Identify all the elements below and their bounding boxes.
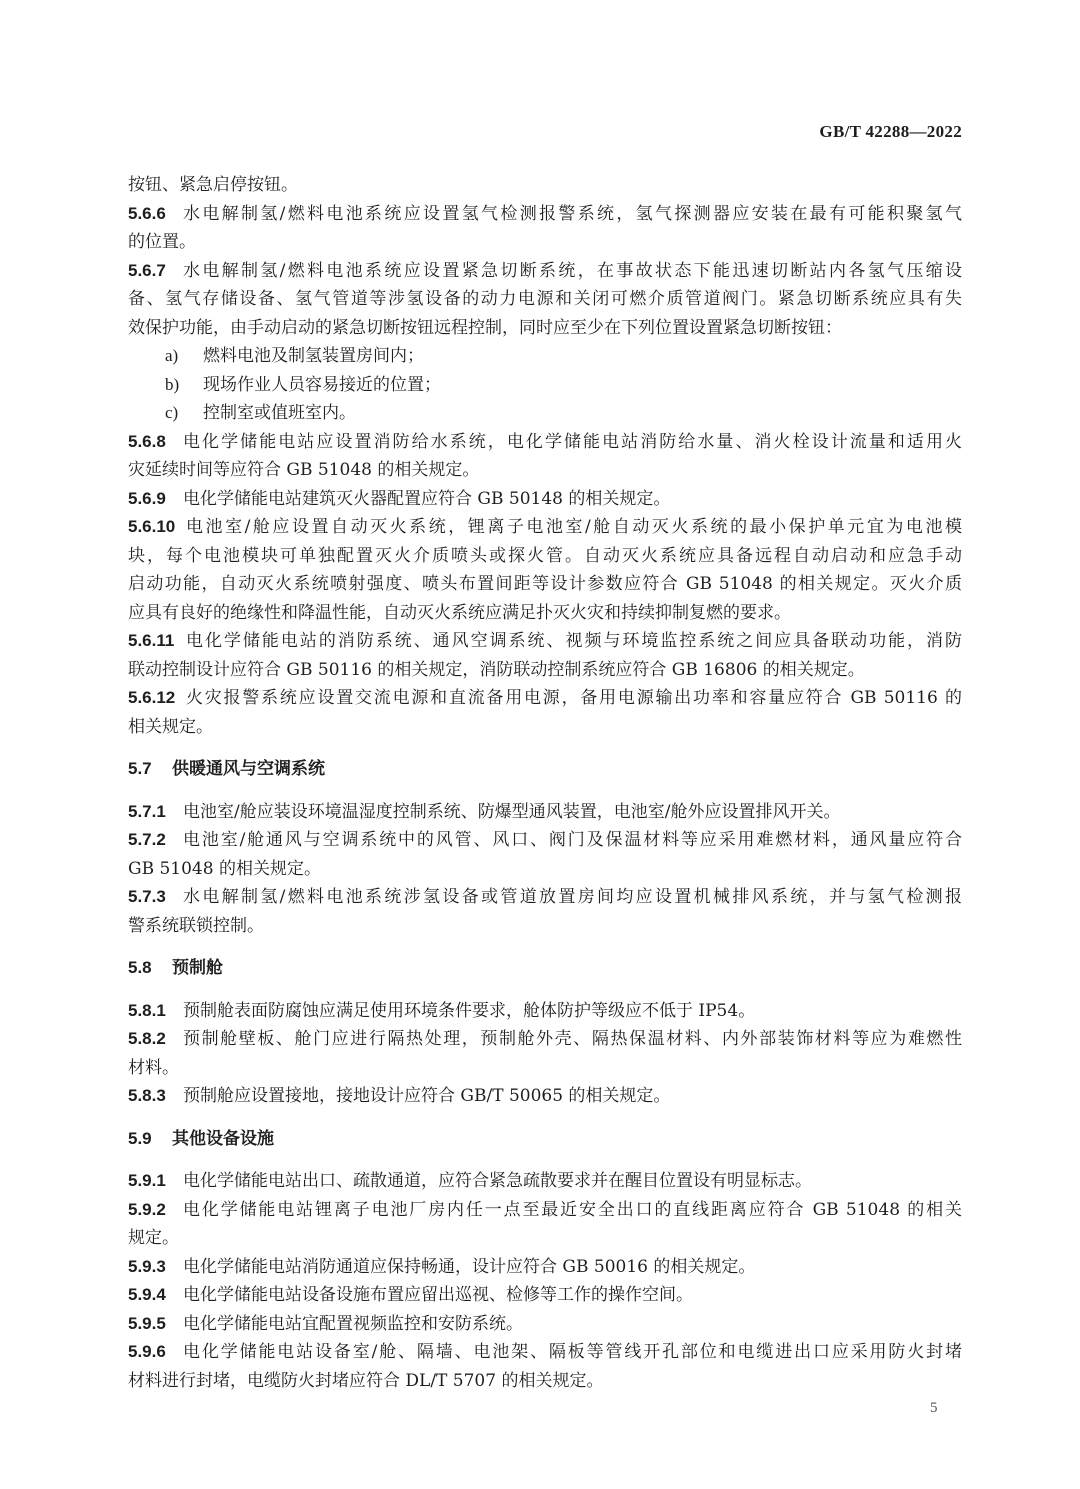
- clause-text: 备、氢气存储设备、氢气管道等涉氢设备的动力电源和关闭可燃介质管道阀门。紧急切断系统应具有失: [128, 289, 962, 309]
- clause-number: 5.7.3: [128, 887, 166, 906]
- section-heading: [128, 954, 962, 983]
- list-item-text: 燃料电池及制氢装置房间内；: [203, 346, 424, 366]
- clause-number: 5.8.1: [128, 1000, 166, 1020]
- clause: [128, 1253, 962, 1282]
- clause-text: 电化学储能电站设备设施布置应留出巡视、检修等工作的操作空间。: [183, 1285, 693, 1305]
- clause-text: 启动功能，自动灭火系统喷射强度、喷头布置间距等设计参数应符合 GB 51048 的相关规定。灭火介质: [128, 574, 962, 594]
- clause-text: 电化学储能电站设备室/舱、隔墙、电池架、隔板等管线开孔部位和电缆进出口应采用防火封堵: [183, 1342, 962, 1362]
- text-line: [128, 912, 962, 941]
- clause-text: 电化学储能电站的消防系统、通风空调系统、视频与环境监控系统之间应具备联动功能，消防: [186, 631, 962, 651]
- text-line: [128, 257, 962, 286]
- text-line: [128, 1281, 962, 1310]
- text-line: [128, 599, 962, 628]
- clause-number: 5.9.4: [128, 1285, 166, 1304]
- clause-text: 相关规定。: [128, 716, 213, 737]
- clause-text: 效保护功能，由手动启动的紧急切断按钮远程控制，同时应至少在下列位置设置紧急切断按钮：: [128, 317, 842, 338]
- text-line: [128, 570, 962, 599]
- clause: [128, 798, 962, 827]
- clause: [128, 428, 962, 485]
- clause-text: 电化学储能电站出口、疏散通道，应符合紧急疏散要求并在醒目位置设有明显标志。: [183, 1171, 812, 1191]
- clause-number: 5.6.7: [128, 260, 166, 280]
- clause: [128, 1082, 962, 1111]
- page-number: 5: [930, 1400, 938, 1416]
- text-line: [128, 1253, 962, 1282]
- clause: [128, 257, 962, 343]
- clause-text: 电池室/舱通风与空调系统中的风管、风口、阀门及保温材料等应采用难燃材料，通风量应符合: [183, 830, 962, 850]
- section-number: 5.8: [128, 958, 152, 977]
- text-line: [128, 1082, 962, 1111]
- text-line: [128, 485, 962, 514]
- clause: [128, 1310, 962, 1339]
- clause: [128, 485, 962, 514]
- clause-text: 材料进行封堵，电缆防火封堵应符合 DL/T 5707 的相关规定。: [128, 1370, 604, 1391]
- clause-text: 按钮、紧急启停按钮。: [128, 175, 298, 195]
- document-body: [128, 171, 962, 1395]
- section-number: 5.7: [128, 759, 152, 778]
- clause-number: 5.9.3: [128, 1256, 166, 1276]
- clause-text: 灾延续时间等应符合 GB 51048 的相关规定。: [128, 460, 480, 480]
- text-line: [128, 1224, 962, 1253]
- clause-text: 预制舱应设置接地，接地设计应符合 GB/T 50065 的相关规定。: [183, 1086, 671, 1106]
- section-number: 5.9: [128, 1128, 152, 1148]
- text-line: [128, 855, 962, 884]
- text-line: [128, 314, 962, 343]
- text-line: [128, 171, 962, 200]
- list-marker: a): [165, 346, 179, 365]
- text-line: [128, 1025, 962, 1054]
- clause-number: 5.8.3: [128, 1086, 166, 1105]
- clause-text: 应具有良好的绝缘性和降温性能，自动灭火系统应满足扑灭火灾和持续抑制复燃的要求。: [128, 602, 791, 623]
- list-marker: b): [165, 374, 180, 394]
- clause: [128, 627, 962, 684]
- list-item: [128, 371, 962, 400]
- section-title: 预制舱: [172, 958, 223, 977]
- section-heading: [128, 755, 962, 784]
- list-marker: c): [165, 403, 179, 422]
- clause-text: 块，每个电池模块可单独配置灭火介质喷头或探火管。自动灭火系统应具备远程自动启动和应急手动: [128, 545, 962, 566]
- clause-number: 5.7.2: [128, 830, 166, 849]
- list-item-text: 现场作业人员容易接近的位置；: [203, 374, 441, 395]
- text-line: [128, 200, 962, 229]
- text-line: [128, 285, 962, 314]
- section-heading: [128, 1125, 962, 1154]
- clause-text: 预制舱表面防腐蚀应满足使用环境条件要求，舱体防护等级应不低于 IP54。: [183, 1000, 756, 1021]
- clause-number: 5.6.10: [128, 517, 176, 536]
- list-item-text: 控制室或值班室内。: [203, 403, 356, 423]
- clause: [128, 1025, 962, 1082]
- text-line: [128, 428, 962, 457]
- text-line: [128, 713, 962, 742]
- clause-number: 5.9.5: [128, 1313, 166, 1333]
- text-line: [128, 1310, 962, 1339]
- clause-number: 5.9.6: [128, 1342, 166, 1361]
- text-line: [128, 1167, 962, 1196]
- list-item: [128, 399, 962, 428]
- clause-text: 电化学储能电站建筑灭火器配置应符合 GB 50148 的相关规定。: [183, 488, 671, 509]
- clause-text: 电化学储能电站消防通道应保持畅通，设计应符合 GB 50016 的相关规定。: [183, 1256, 756, 1277]
- section-title: 供暖通风与空调系统: [172, 759, 325, 778]
- clause: [128, 997, 962, 1026]
- list-item: [128, 342, 962, 371]
- clause: [128, 684, 962, 741]
- clause-text: GB 51048 的相关规定。: [128, 858, 321, 879]
- standard-code: GB/T 42288—2022: [819, 122, 962, 141]
- clause-text: 水电解制氢/燃料电池系统涉氢设备或管道放置房间均应设置机械排风系统，并与氢气检测报: [183, 887, 962, 907]
- clause-number: 5.7.1: [128, 801, 166, 821]
- clause: [128, 883, 962, 940]
- clause-number: 5.8.2: [128, 1029, 166, 1048]
- clause-number: 5.6.12: [128, 688, 176, 707]
- clause-text: 电化学储能电站应设置消防给水系统，电化学储能电站消防给水量、消火栓设计流量和适用火: [183, 431, 962, 452]
- clause: [128, 171, 962, 200]
- clause-text: 电化学储能电站宜配置视频监控和安防系统。: [183, 1313, 523, 1334]
- clause: [128, 200, 962, 257]
- clause: [128, 826, 962, 883]
- text-line: [128, 1367, 962, 1396]
- text-line: [128, 826, 962, 855]
- clause-number: 5.6.6: [128, 203, 166, 223]
- text-line: [128, 997, 962, 1026]
- clause-text: 材料。: [128, 1057, 179, 1078]
- clause: [128, 1338, 962, 1395]
- clause-number: 5.9.2: [128, 1199, 166, 1219]
- text-line: [128, 228, 962, 257]
- clause: [128, 1196, 962, 1253]
- clause-text: 水电解制氢/燃料电池系统应设置紧急切断系统，在事故状态下能迅速切断站内各氢气压缩设: [183, 260, 962, 281]
- text-line: [128, 513, 962, 542]
- clause-text: 规定。: [128, 1228, 179, 1248]
- clause-number: 5.6.8: [128, 431, 166, 451]
- text-line: [128, 627, 962, 656]
- text-line: [128, 684, 962, 713]
- clause-text: 电化学储能电站锂离子电池厂房内任一点至最近安全出口的直线距离应符合 GB 51048 的相关: [183, 1199, 962, 1220]
- text-line: [128, 798, 962, 827]
- clause-number: 5.9.1: [128, 1171, 166, 1190]
- clause-text: 联动控制设计应符合 GB 50116 的相关规定，消防联动控制系统应符合 GB 16806 的相关规定。: [128, 659, 865, 680]
- clause-text: 的位置。: [128, 232, 196, 252]
- text-line: [128, 542, 962, 571]
- clause-text: 电池室/舱应设置自动灭火系统，锂离子电池室/舱自动灭火系统的最小保护单元宜为电池模: [186, 517, 962, 537]
- clause-number: 5.6.9: [128, 488, 166, 508]
- section-title: 其他设备设施: [172, 1128, 274, 1148]
- text-line: [128, 883, 962, 912]
- text-line: [128, 1338, 962, 1367]
- text-line: [128, 1054, 962, 1083]
- clause-text: 水电解制氢/燃料电池系统应设置氢气检测报警系统，氢气探测器应安装在最有可能积聚氢气: [183, 203, 962, 224]
- clause-text: 电池室/舱应装设环境温湿度控制系统、防爆型通风装置，电池室/舱外应设置排风开关。: [183, 801, 841, 822]
- clause-text: 预制舱壁板、舱门应进行隔热处理，预制舱外壳、隔热保温材料、内外部装饰材料等应为难燃性: [183, 1029, 962, 1049]
- clause: [128, 513, 962, 627]
- text-line: [128, 656, 962, 685]
- text-line: [128, 456, 962, 485]
- clause: [128, 1167, 962, 1196]
- clause-number: 5.6.11: [128, 631, 175, 650]
- clause: [128, 1281, 962, 1310]
- clause-text: 火灾报警系统应设置交流电源和直流备用电源，备用电源输出功率和容量应符合 GB 50116 的: [186, 688, 962, 708]
- clause-text: 警系统联锁控制。: [128, 915, 264, 936]
- text-line: [128, 1196, 962, 1225]
